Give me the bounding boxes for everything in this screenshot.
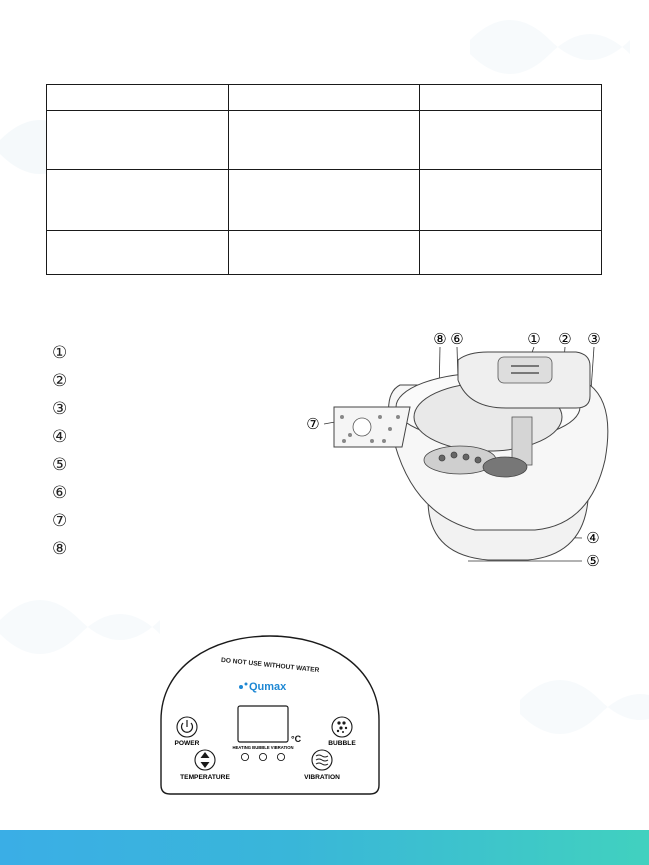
part-marker-4: ④: [52, 427, 68, 447]
part-marker-5: ⑤: [52, 455, 68, 475]
specification-table: [46, 84, 602, 275]
pumice-stone: [334, 407, 410, 447]
brand-name: Qumax: [249, 681, 287, 693]
table-row: [47, 170, 602, 231]
temperature-label: TEMPERATURE: [180, 774, 230, 781]
part-marker-1: ①: [52, 343, 68, 363]
bubble-indicator: [259, 753, 266, 760]
callout-5: ⑤: [586, 553, 600, 570]
temperature-arrows-icon[interactable]: [195, 750, 215, 770]
part-marker-7: ⑦: [52, 511, 68, 531]
part-marker-8: ⑧: [52, 539, 68, 559]
indicators-label: HEATING BUBBLE VIBRATION: [232, 745, 294, 750]
part-marker-2: ②: [52, 371, 68, 391]
bubble-icon[interactable]: [332, 717, 352, 737]
callout-7: ⑦: [306, 416, 320, 433]
unit-label: °C: [291, 734, 302, 744]
control-panel: [155, 630, 385, 800]
table-header-cell: [47, 85, 229, 111]
vibration-label: VIBRATION: [304, 774, 340, 781]
callout-2: ②: [558, 331, 572, 348]
bubble-label: BUBBLE: [328, 740, 356, 747]
table-header-cell: [420, 85, 602, 111]
table-cell: [47, 231, 229, 275]
part-marker-6: ⑥: [52, 483, 68, 503]
table-row: [47, 231, 602, 275]
vibration-icon[interactable]: [312, 750, 332, 770]
callout-8: ⑧: [433, 331, 447, 348]
temperature-display: [238, 706, 288, 742]
power-label: POWER: [174, 740, 200, 747]
warning-text: DO NOT USE WITHOUT WATER: [220, 656, 320, 675]
part-marker-3: ③: [52, 399, 68, 419]
table-cell: [420, 111, 602, 170]
table-cell: [228, 170, 420, 231]
callout-4: ④: [586, 530, 600, 547]
callout-3: ③: [587, 331, 601, 348]
table-cell: [228, 111, 420, 170]
table-cell: [47, 170, 229, 231]
callout-1: ①: [527, 331, 541, 348]
vibration-indicator: [277, 753, 284, 760]
table-header-cell: [228, 85, 420, 111]
table-cell: [228, 231, 420, 275]
table-cell: [47, 111, 229, 170]
callout-6: ⑥: [450, 331, 464, 348]
footer-bar: [0, 830, 649, 865]
table-header-row: [47, 85, 602, 111]
table-cell: [420, 170, 602, 231]
table-row: [47, 111, 602, 170]
foot-bath-diagram: [300, 325, 610, 575]
power-icon[interactable]: [177, 717, 197, 737]
heating-indicator: [241, 753, 248, 760]
table-cell: [420, 231, 602, 275]
